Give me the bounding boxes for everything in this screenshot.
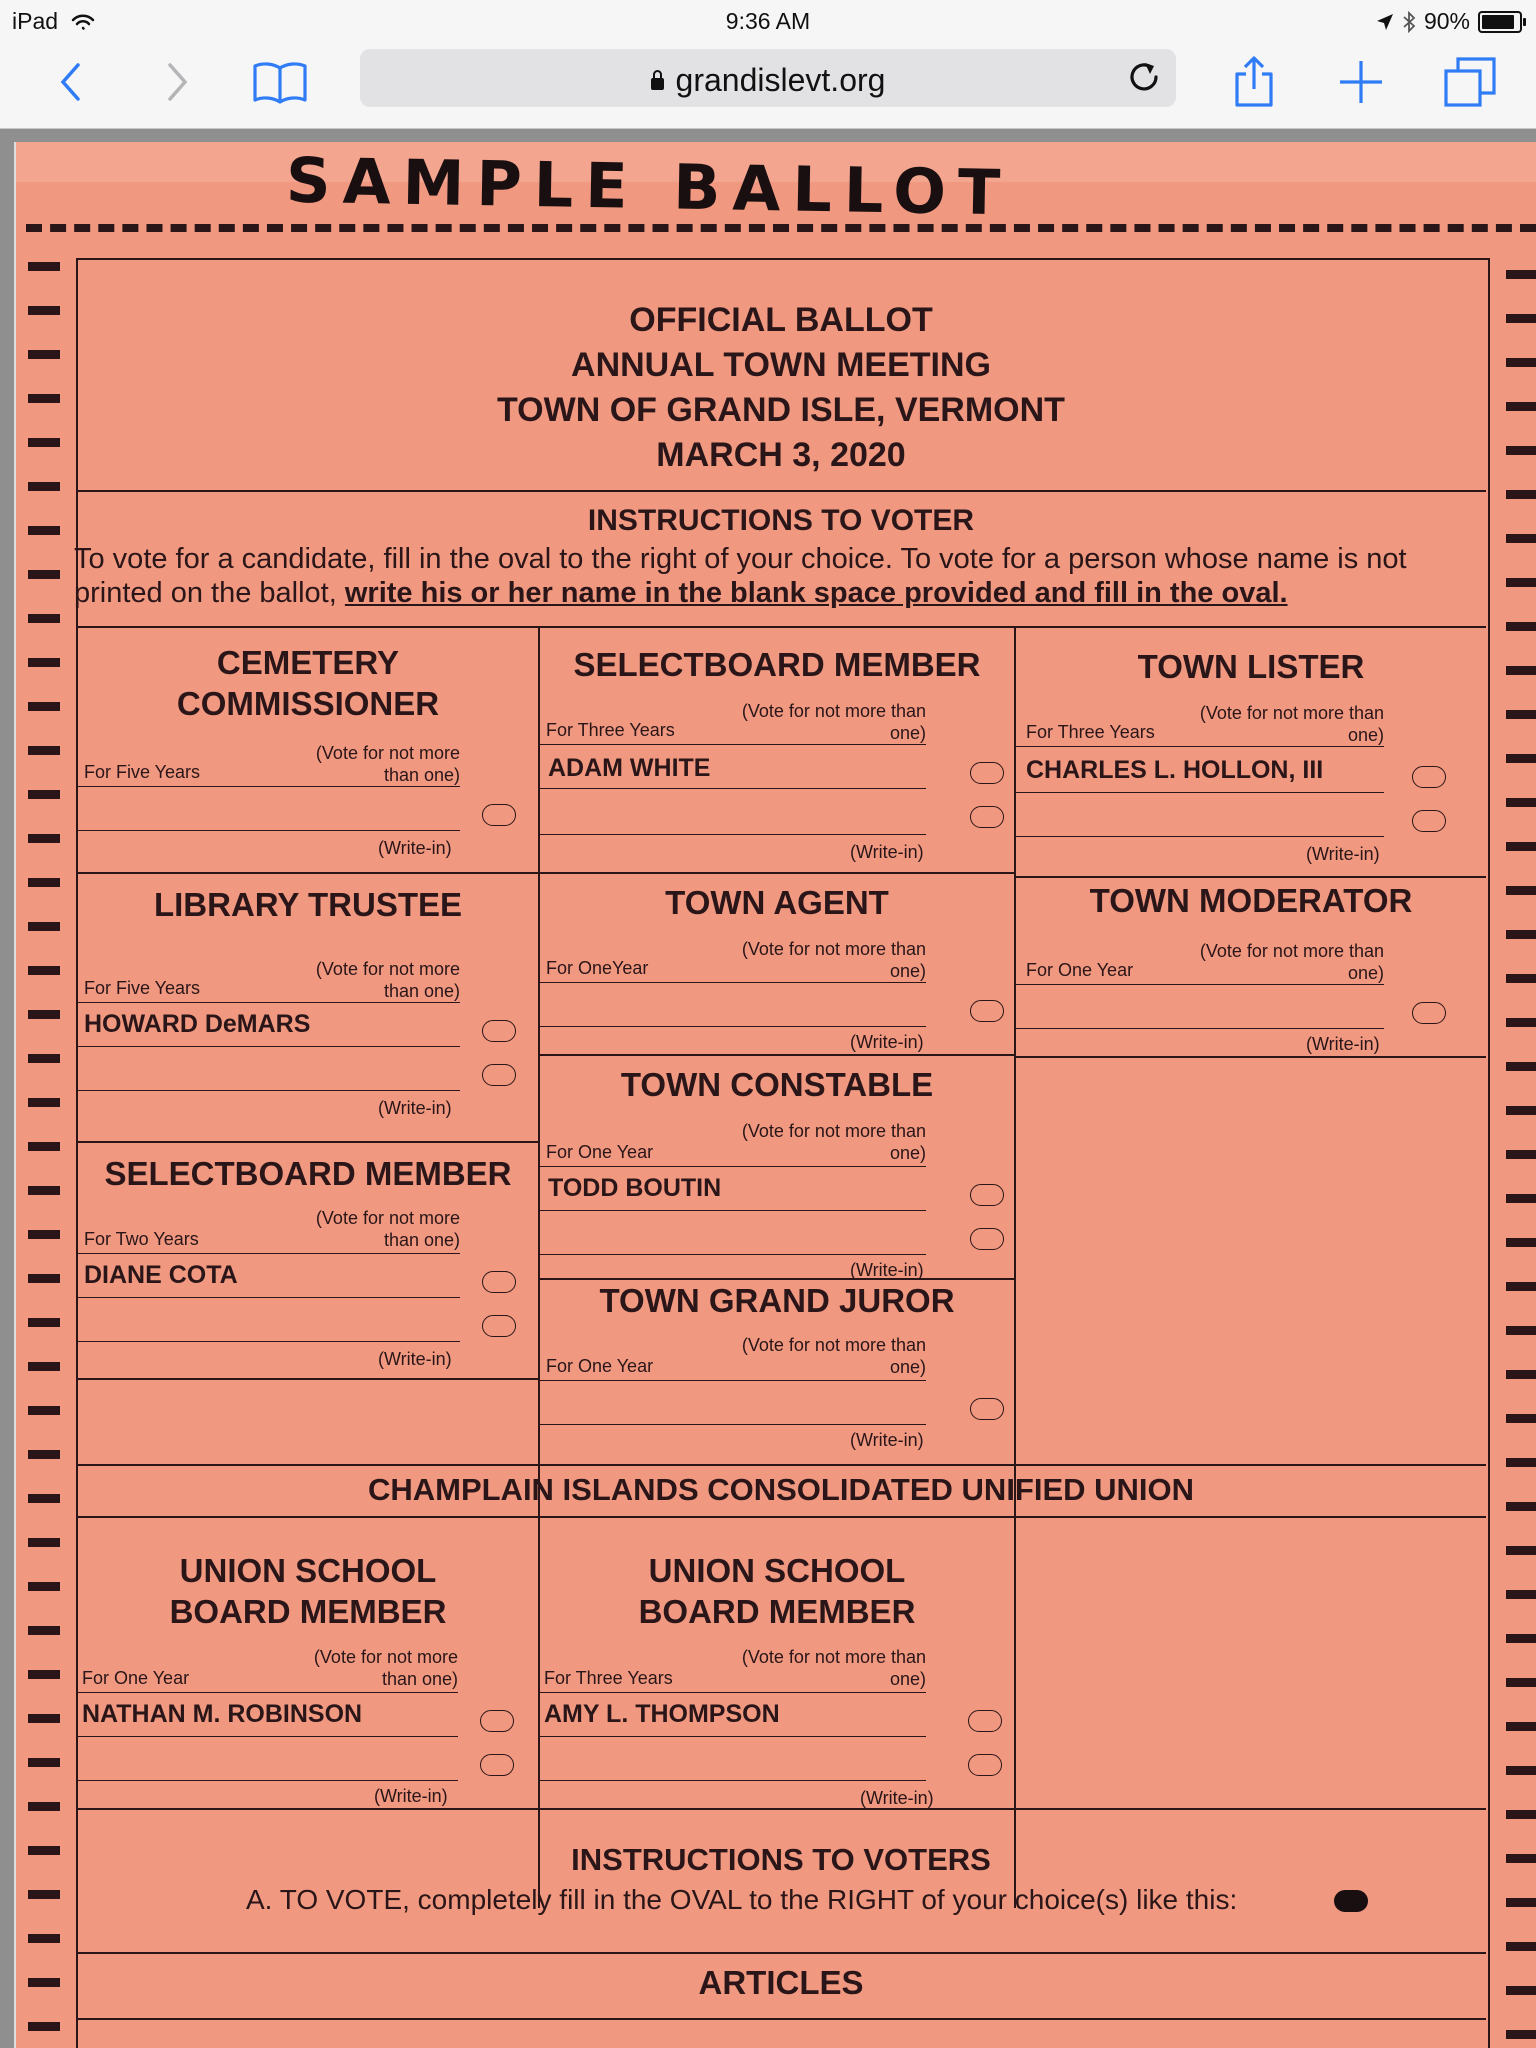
contest-title: TOWN LISTER [1137,648,1365,685]
write-in-label: (Write-in) [374,1786,448,1806]
candidate-name: AMY L. THOMPSON [544,1700,780,1728]
oval-candidate[interactable] [480,1710,514,1732]
status-bar [0,0,1536,40]
write-in-line [78,830,460,831]
instructions-emphasis: write his or her name in the blank space provided and fill in the oval. [344,577,1288,609]
candidate-name: DIANE COTA [84,1261,238,1289]
header-line-4: MARCH 3, 2020 [656,436,906,474]
oval-candidate[interactable] [970,762,1004,784]
status-right [1376,8,1522,35]
term: For One Year [546,1356,654,1376]
section-town-agent [540,874,1014,1054]
new-tab-button[interactable] [1338,52,1384,112]
header-line-1: OFFICIAL BALLOT [629,301,933,339]
contest-title: TOWN GRAND JUROR [599,1282,955,1319]
write-in-label: (Write-in) [1306,844,1380,864]
line [540,788,926,789]
candidate-name: NATHAN M. ROBINSON [82,1700,363,1728]
rule [1014,1056,1486,1058]
term: For One Year [82,1668,190,1688]
term: For Three Years [544,1668,673,1688]
ballot-header [76,298,1486,478]
instructions2-title: INSTRUCTIONS TO VOTERS [571,1842,991,1877]
write-in-line [540,1780,926,1781]
sample-ballot-handwritten: SAMPLE BALLOT [285,143,1013,230]
timing-marks-left [28,262,60,2048]
oval-write-in[interactable] [482,1064,516,1086]
oval-write-in[interactable] [482,1315,516,1337]
rule [76,490,1486,492]
oval-write-in[interactable] [1412,810,1446,832]
write-in-label: (Write-in) [850,1032,924,1052]
term: For Three Years [1026,722,1155,742]
term: For Five Years [84,762,201,782]
tabs-icon [1444,57,1496,107]
line [1016,792,1384,793]
line [540,1380,926,1381]
oval-write-in[interactable] [970,1228,1004,1250]
candidate-name: HOWARD DeMARS [84,1010,311,1038]
contest-title: SELECTBOARD MEMBER [573,646,981,683]
timing-marks-right [1506,270,1536,2048]
section-union-school-board-three-years [540,1518,1014,1808]
contest-title: SELECTBOARD MEMBER [104,1155,512,1192]
plus-icon [1338,59,1384,105]
vote-note: (Vote for not more than one) [1199,941,1384,983]
col-divider [1014,1516,1016,1808]
line [78,1736,458,1737]
oval-write-in[interactable] [1412,1002,1446,1024]
location-icon [1376,13,1394,31]
forward-button[interactable] [158,52,198,112]
term: For OneYear [546,958,649,978]
vote-note: (Vote for not more than one) [315,1208,460,1250]
line [540,1210,926,1211]
line [78,1046,460,1047]
candidate-name: ADAM WHITE [548,754,711,782]
header-line-3: TOWN OF GRAND ISLE, VERMONT [497,391,1065,429]
contest-title: CEMETERY COMMISSIONER [176,644,440,722]
union-header: CHAMPLAIN ISLANDS CONSOLIDATED UNIFIED UNION [367,1472,1195,1507]
oval-candidate[interactable] [970,1184,1004,1206]
lock-icon [651,78,664,90]
vote-note: (Vote for not more than one) [741,701,926,743]
share-icon [1232,56,1276,108]
write-in-label: (Write-in) [850,1260,924,1280]
line [1016,984,1384,985]
vote-note: (Vote for not more than one) [313,1647,458,1689]
term: For One Year [546,1142,654,1162]
back-button[interactable] [50,52,90,112]
line [78,1297,460,1298]
line [540,744,926,745]
write-in-label: (Write-in) [378,838,452,858]
vote-note: (Vote for not more than one) [741,1647,926,1689]
write-in-line [78,1341,460,1342]
oval-write-in[interactable] [970,1398,1004,1420]
line [78,786,460,787]
write-in-label: (Write-in) [378,1349,452,1369]
section-town-lister [1016,628,1486,876]
bluetooth-icon [1402,11,1416,33]
line [78,1692,458,1693]
section-town-grand-juror [540,1280,1014,1464]
vote-note: (Vote for not more than one) [1199,703,1384,745]
section-library-trustee [78,874,538,1141]
contest-title: LIBRARY TRUSTEE [153,886,463,923]
rule [76,2018,1486,2020]
filled-oval-example [1334,1890,1368,1912]
term: For One Year [1026,960,1134,980]
browser-toolbar [0,40,1536,129]
instructions-body: To vote for a candidate, fill in the oval to the right of your choice. To vote for a person whose name is not printed on the ballot, [74,543,1407,609]
contest-title: TOWN MODERATOR [1089,882,1413,919]
vote-note: (Vote for not more than one) [741,1121,926,1163]
write-in-label: (Write-in) [850,1430,924,1450]
book-icon [252,60,308,104]
contest-title: TOWN AGENT [665,884,889,921]
reload-icon[interactable] [1128,59,1162,97]
section-cemetery-commissioner [78,628,538,872]
battery-percent: 90% [1423,8,1470,34]
rule [76,1952,1486,1954]
battery-icon [1478,11,1522,33]
instructions2-text [246,1884,1237,1916]
back-icon [59,62,81,102]
vote-note: (Vote for not more than one) [315,959,460,1001]
section-selectboard-two-years [78,1143,538,1378]
oval-candidate[interactable] [968,1710,1002,1732]
ballot-page [14,142,1536,2048]
rule [76,1808,1486,1810]
line [1016,746,1384,747]
write-in-label: (Write-in) [850,842,924,862]
instructions-text [74,542,1464,610]
line [540,982,926,983]
articles-title: ARTICLES [698,1964,864,2001]
clock: 9:36 AM [725,8,811,34]
write-in-line [540,1424,926,1425]
line [540,1692,926,1693]
vote-note: (Vote for not more than one) [741,1335,926,1377]
share-button[interactable] [1232,52,1276,112]
header-line-2: ANNUAL TOWN MEETING [571,346,991,384]
section-town-moderator [1016,878,1486,1056]
write-in-label: (Write-in) [860,1788,934,1808]
contest-title: TOWN CONSTABLE [620,1066,934,1103]
write-in-line [78,1780,458,1781]
term: For Five Years [84,978,201,998]
instructions-title: INSTRUCTIONS TO VOTER [587,504,975,537]
device-name: iPad [12,8,96,35]
oval-candidate[interactable] [482,1020,516,1042]
write-in-line [1016,1028,1384,1029]
contest-title: UNION SCHOOL BOARD MEMBER [638,1552,916,1630]
rule [76,1378,538,1380]
term: For Two Years [84,1229,199,1249]
bookmarks-button[interactable] [250,52,310,112]
write-in-line [1016,836,1384,837]
instructions2-body: A. TO VOTE, completely fill in the OVAL to the RIGHT of your choice(s) like this: [246,1884,1238,1915]
candidate-name: CHARLES L. HOLLON, III [1026,756,1324,784]
url-text: grandislevt.org [675,62,886,98]
tabs-button[interactable] [1444,52,1496,112]
oval-write-in[interactable] [970,1000,1004,1022]
rule [76,1464,1486,1466]
candidate-name: TODD BOUTIN [548,1174,722,1202]
term: For Three Years [546,720,675,740]
section-selectboard-three-years [540,628,1014,872]
oval-candidate[interactable] [1412,766,1446,788]
forward-icon [167,62,189,102]
write-in-label: (Write-in) [1306,1034,1380,1054]
section-town-constable [540,1056,1014,1278]
line [78,1253,460,1254]
write-in-line [540,1026,926,1027]
write-in-line [78,1090,460,1091]
line [78,1002,460,1003]
address-bar[interactable] [360,49,1176,107]
dashed-separator [26,224,1536,232]
oval-candidate[interactable] [482,1271,516,1293]
section-union-school-board-one-year [78,1518,538,1808]
oval-write-in[interactable] [970,806,1004,828]
vote-note: (Vote for not more than one) [741,939,926,981]
write-in-line [540,1254,926,1255]
oval-write-in[interactable] [482,804,516,826]
contest-title: UNION SCHOOL BOARD MEMBER [169,1552,447,1630]
line [540,1736,926,1737]
write-in-label: (Write-in) [378,1098,452,1118]
vote-note: (Vote for not more than one) [315,743,460,785]
oval-write-in[interactable] [968,1754,1002,1776]
oval-write-in[interactable] [480,1754,514,1776]
write-in-line [540,834,926,835]
line [540,1166,926,1167]
